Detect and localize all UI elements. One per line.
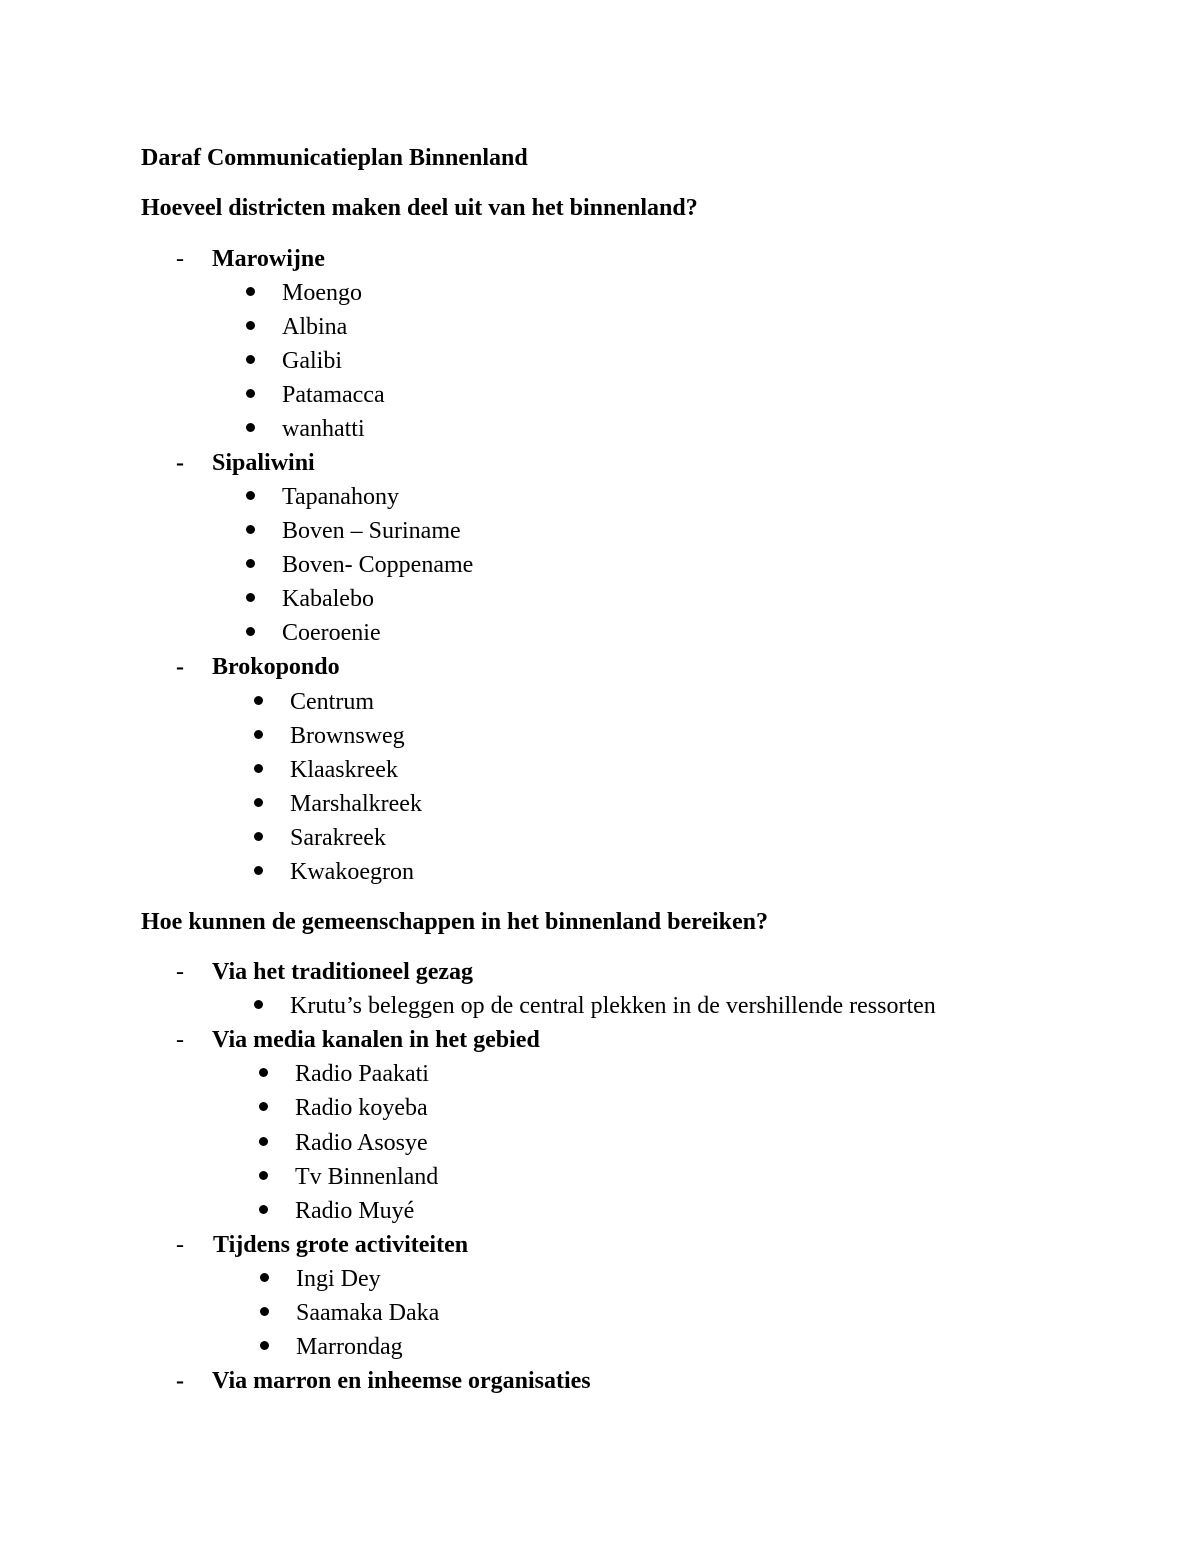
list-item: Kwakoegron [290, 859, 414, 885]
list-item: Radio Asosye [295, 1130, 428, 1156]
list-item: Klaaskreek [290, 757, 398, 783]
list-item: Ingi Dey [296, 1266, 381, 1292]
district-heading: Marowijne [212, 246, 325, 272]
bullet-icon [260, 1273, 269, 1282]
list-item: Tapanahony [282, 484, 399, 510]
list-item: Radio koyeba [295, 1095, 428, 1121]
bullet-icon [246, 559, 255, 568]
bullet-icon [246, 491, 255, 500]
list-dash: - [176, 1027, 184, 1053]
list-item: Albina [282, 314, 348, 340]
bullet-icon [246, 287, 255, 296]
district-heading: Sipaliwini [212, 450, 315, 476]
list-dash: - [176, 1232, 184, 1258]
bullet-icon [260, 1307, 269, 1316]
list-item: Radio Muyé [295, 1198, 415, 1224]
bullet-icon [246, 321, 255, 330]
bullet-icon [246, 389, 255, 398]
list-item: Brownsweg [290, 723, 405, 749]
list-dash: - [176, 1368, 184, 1394]
bullet-icon [259, 1205, 268, 1214]
bullet-icon [259, 1102, 268, 1111]
channel-heading: Via media kanalen in het gebied [212, 1027, 540, 1053]
list-item: Coeroenie [282, 620, 381, 646]
question-districts: Hoeveel districten maken deel uit van het binnenland? [141, 195, 698, 221]
bullet-icon [254, 696, 263, 705]
list-item: Marrondag [296, 1334, 403, 1360]
bullet-icon [246, 593, 255, 602]
list-item: Centrum [290, 689, 374, 715]
bullet-icon [259, 1171, 268, 1180]
list-dash: - [176, 654, 184, 680]
list-dash: - [176, 246, 184, 272]
list-item: Kabalebo [282, 586, 374, 612]
list-dash: - [176, 959, 184, 985]
bullet-icon [254, 764, 263, 773]
document-title: Daraf Communicatieplan Binnenland [141, 145, 528, 171]
channel-heading: Tijdens grote activiteiten [213, 1232, 469, 1258]
list-item: Galibi [282, 348, 342, 374]
bullet-icon [259, 1137, 268, 1146]
list-item: Patamacca [282, 382, 385, 408]
list-item: Marshalkreek [290, 791, 422, 817]
list-item: Krutu’s beleggen op de central plekken in de vershillende ressorten [290, 993, 936, 1019]
list-item: Tv Binnenland [295, 1164, 439, 1190]
bullet-icon [254, 1000, 263, 1009]
channel-heading: Via het traditioneel gezag [212, 959, 474, 985]
district-heading: Brokopondo [212, 654, 340, 680]
bullet-icon [254, 798, 263, 807]
list-item: Boven- Coppename [282, 552, 474, 578]
list-item: Sarakreek [290, 825, 386, 851]
bullet-icon [246, 525, 255, 534]
bullet-icon [246, 355, 255, 364]
bullet-icon [254, 730, 263, 739]
list-item: Saamaka Daka [296, 1300, 440, 1326]
list-item: wanhatti [282, 416, 365, 442]
bullet-icon [246, 627, 255, 636]
bullet-icon [246, 423, 255, 432]
list-item: Boven – Suriname [282, 518, 461, 544]
bullet-icon [260, 1341, 269, 1350]
bullet-icon [254, 832, 263, 841]
list-item: Moengo [282, 280, 362, 306]
list-item: Radio Paakati [295, 1061, 429, 1087]
list-dash: - [176, 450, 184, 476]
channel-heading: Via marron en inheemse organisaties [212, 1368, 591, 1394]
bullet-icon [254, 866, 263, 875]
question-reach: Hoe kunnen de gemeenschappen in het binnenland bereiken? [141, 909, 769, 935]
bullet-icon [259, 1068, 268, 1077]
